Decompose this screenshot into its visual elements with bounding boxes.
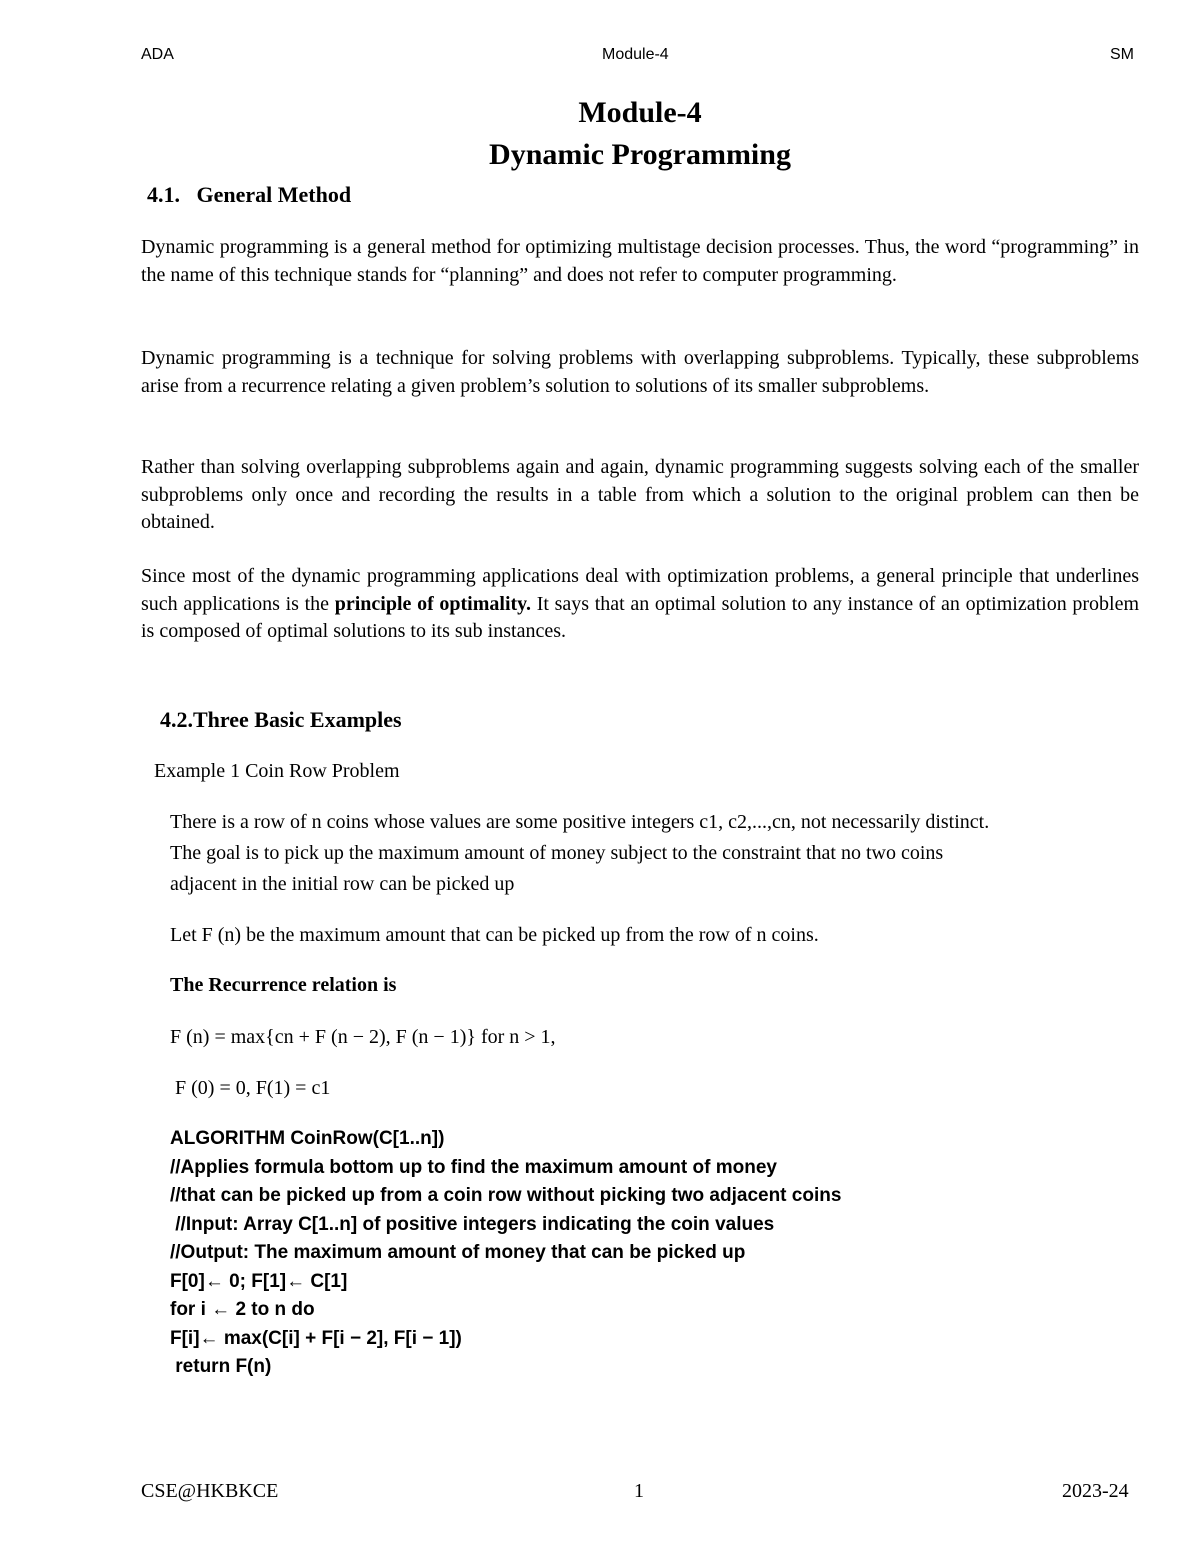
paragraph-table-recording: Rather than solving overlapping subproblems again and again, dynamic programming suggests solving each of the smaller subproblems only once and recording the results in a table from which a solution to the original problem can then be obtained.	[141, 456, 1139, 533]
topic-title: Dynamic Programming	[489, 138, 791, 171]
page-number: 1	[634, 1480, 644, 1502]
algorithm-line: //Input: Array C[1..n] of positive integers indicating the coin values	[170, 1213, 775, 1235]
initial-conditions: F (0) = 0, F(1) = c1	[170, 1077, 331, 1099]
problem-line-3: adjacent in the initial row can be picked up	[170, 873, 515, 895]
header-center: Module-4	[602, 46, 669, 63]
header-right: SM	[1110, 46, 1134, 63]
algorithm-line: F[i]← max(C[i] + F[i − 2], F[i − 1])	[170, 1327, 462, 1349]
header-left: ADA	[141, 46, 174, 63]
paragraph-definition: Dynamic programming is a general method for optimizing multistage decision processes. Thus, the word “programming” in the name of this technique stands for “planning” and does not refer to computer programming.	[141, 236, 1139, 286]
footer-right: 2023-24	[1062, 1480, 1129, 1502]
algorithm-line: return F(n)	[170, 1356, 272, 1377]
example-title: Example 1 Coin Row Problem	[154, 760, 400, 782]
problem-line-2: The goal is to pick up the maximum amount of money subject to the constraint that no two coins	[170, 842, 944, 864]
algorithm-line: //Applies formula bottom up to find the maximum amount of money	[170, 1156, 777, 1178]
algorithm-line: //that can be picked up from a coin row without picking two adjacent coins	[170, 1185, 842, 1206]
principle-of-optimality-term: principle of optimality.	[334, 592, 532, 615]
algorithm-line: F[0]← 0; F[1]← C[1]	[170, 1270, 348, 1292]
algorithm-line: for i ← 2 to n do	[170, 1299, 315, 1320]
definition-line: Let F (n) be the maximum amount that can be picked up from the row of n coins.	[170, 924, 819, 946]
paragraph-principle-of-optimality	[141, 563, 1139, 646]
module-title: Module-4	[578, 96, 702, 129]
algorithm-listing	[170, 1125, 841, 1382]
principle-text-after: It says that an optimal solution to any instance of an optimization problem is composed of optimal solutions to its sub instances.	[141, 592, 1140, 642]
recurrence-heading: The Recurrence relation is	[170, 974, 397, 996]
section-heading-general-method: 4.1. General Method	[147, 182, 352, 207]
principle-text-before: Since most of the dynamic programming applications deal with optimization problems, a general principle that underlines such applications is the	[141, 565, 1139, 615]
section-heading-three-basic-examples: 4.2.Three Basic Examples	[160, 707, 402, 732]
problem-line-1: There is a row of n coins whose values are some positive integers c1, c2,...,cn, not necessarily distinct.	[170, 811, 990, 833]
algorithm-line: //Output: The maximum amount of money that can be picked up	[170, 1242, 746, 1263]
algorithm-line: ALGORITHM CoinRow(C[1..n])	[170, 1128, 445, 1149]
paragraph-overlapping-subproblems: Dynamic programming is a technique for solving problems with overlapping subproblems. Typically, these subproblems arise from a recurrence relating a given problem’s solution to solutions of its smaller subproblems.	[141, 347, 1139, 397]
recurrence-formula: F (n) = max{cn + F (n − 2), F (n − 1)} for n > 1,	[170, 1026, 556, 1048]
footer-left: CSE@HKBKCE	[141, 1480, 279, 1502]
